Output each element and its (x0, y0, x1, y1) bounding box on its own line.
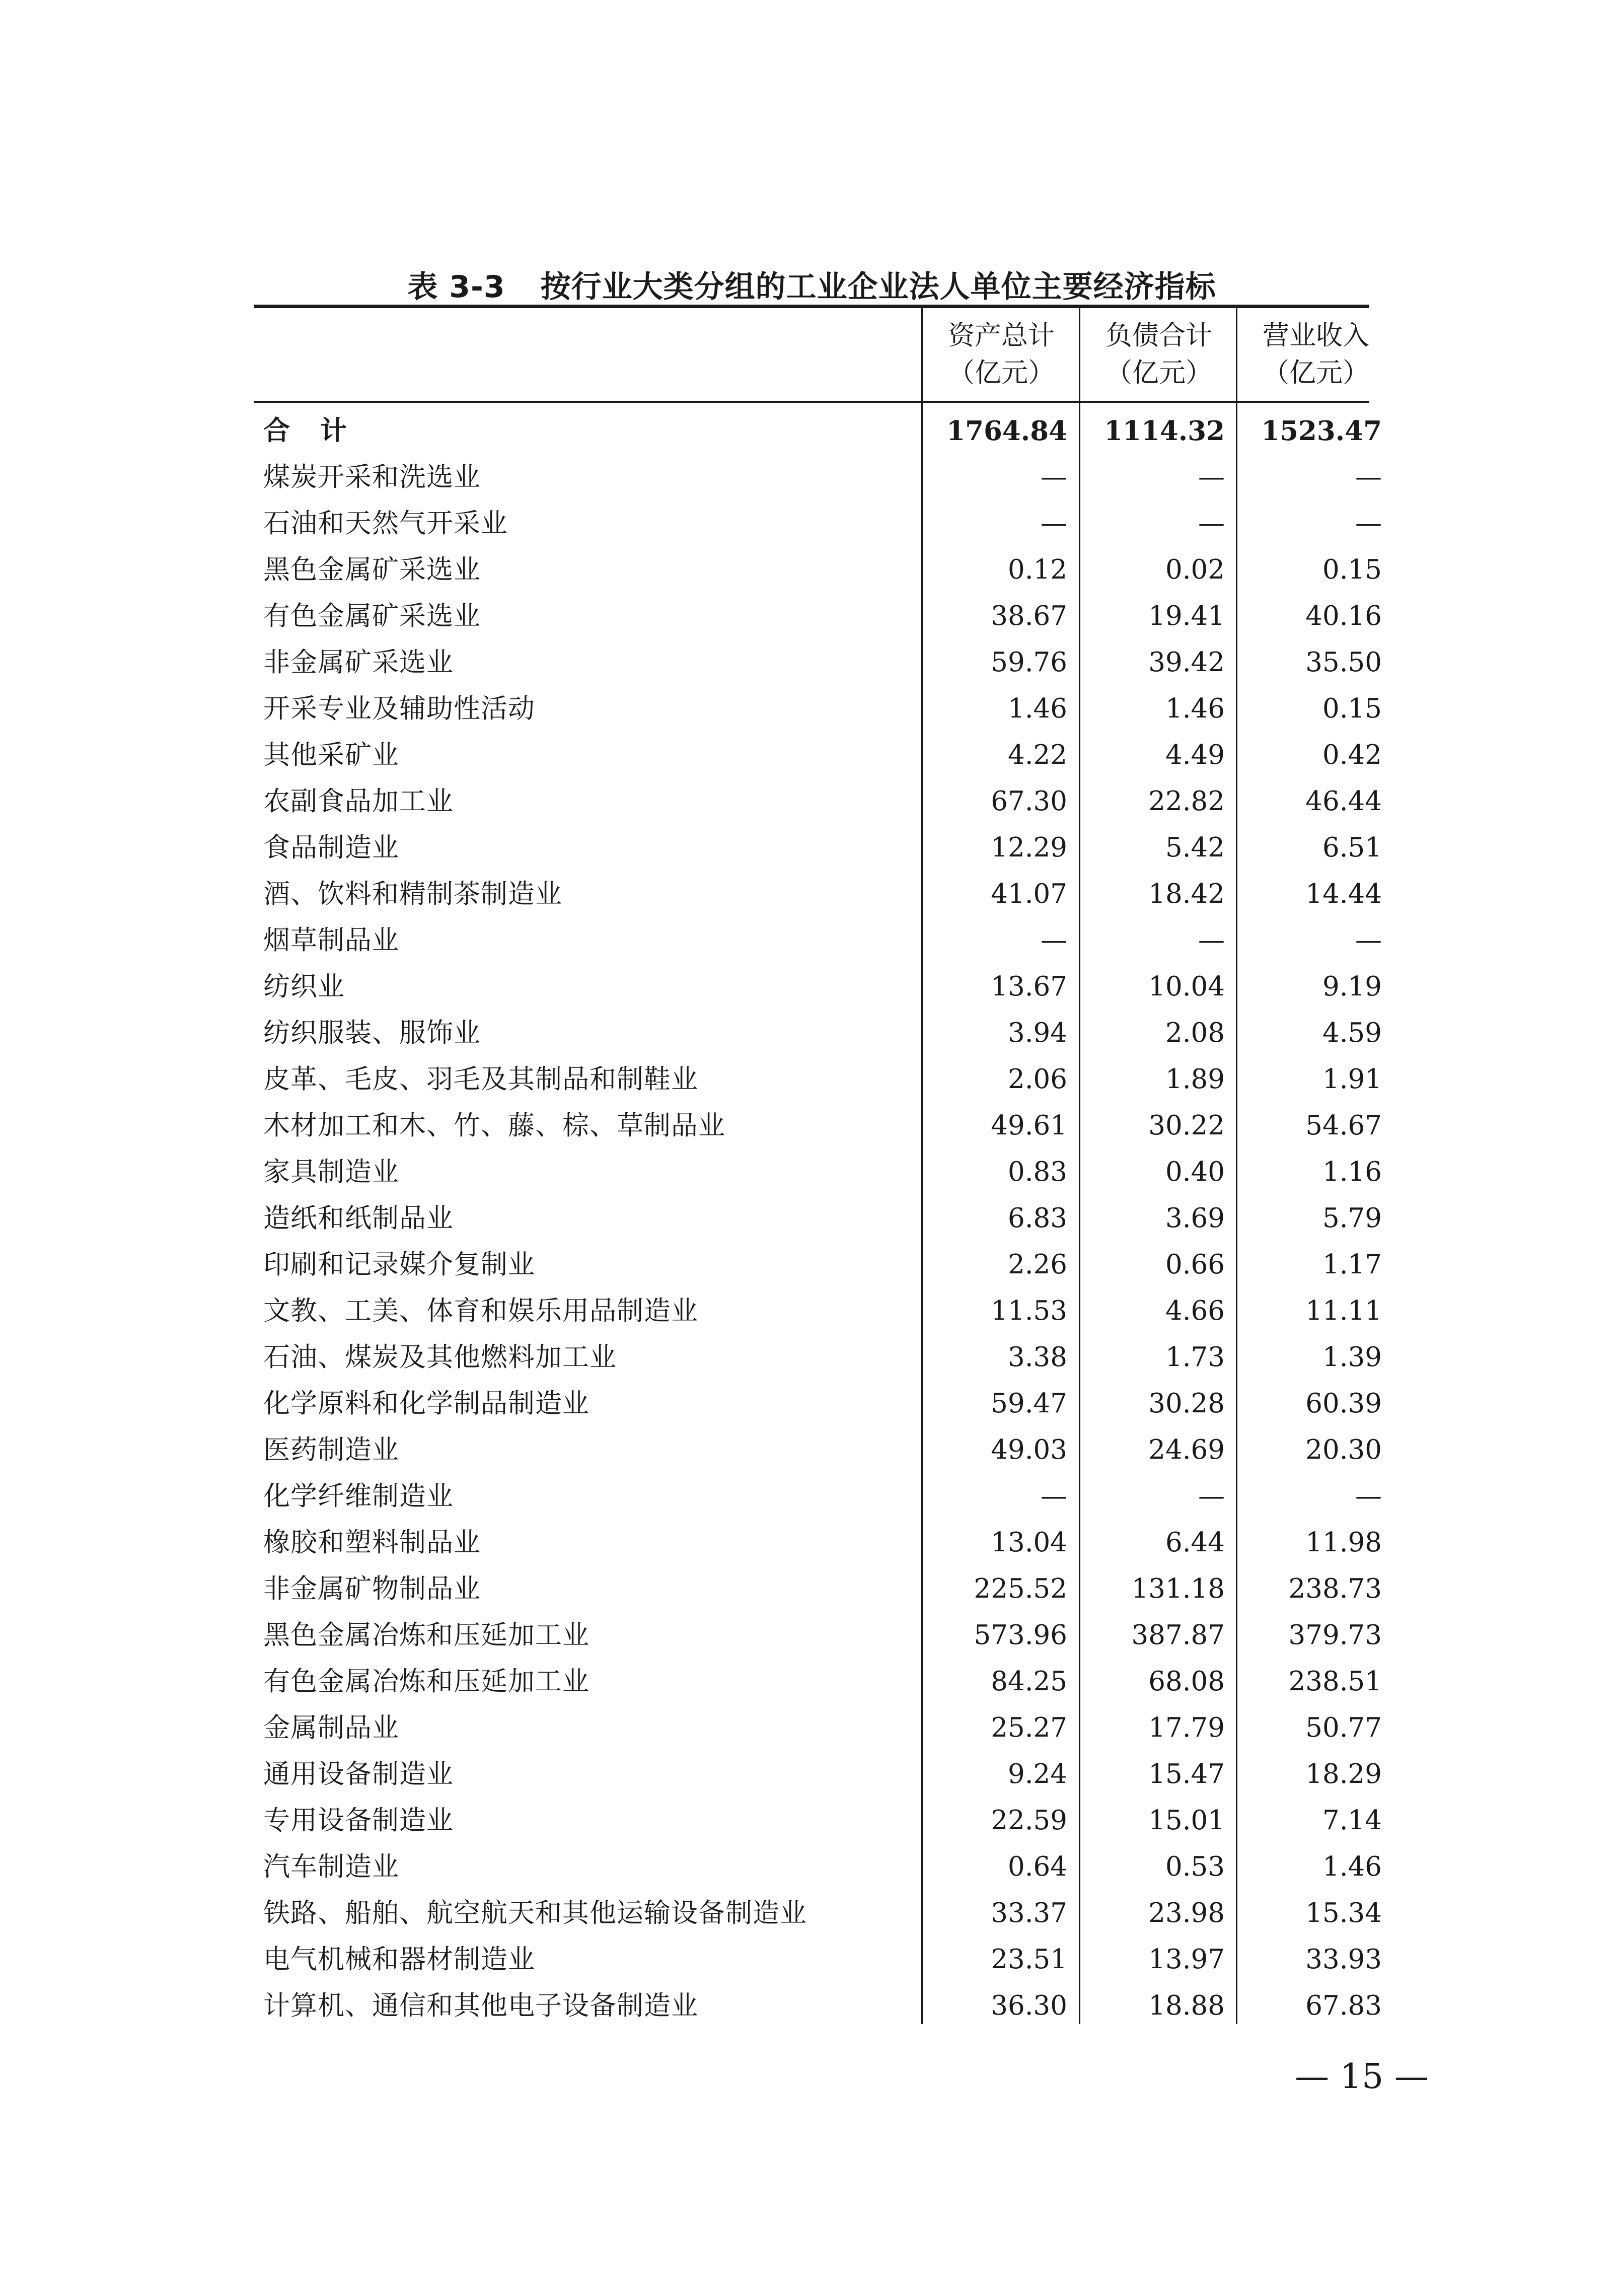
cell-total-assets: 9.24 (1007, 1759, 1067, 1789)
table-row (254, 1659, 1382, 1705)
cell-operating-revenue: 35.50 (1305, 647, 1382, 678)
cell-operating-revenue: 379.73 (1288, 1620, 1382, 1651)
page-number: — 15 — (1295, 2057, 1429, 2097)
cell-total-assets: 49.61 (991, 1110, 1067, 1141)
cell-total-assets: 13.04 (991, 1527, 1067, 1558)
row-label: 烟草制品业 (263, 925, 399, 956)
table-header-rule (254, 401, 1369, 403)
cell-total-liabilities: 18.88 (1148, 1990, 1225, 2021)
cell-operating-revenue: 238.73 (1288, 1573, 1382, 1604)
row-label: 石油和天然气开采业 (263, 508, 508, 539)
cell-operating-revenue: 0.15 (1322, 554, 1382, 585)
row-label: 文教、工美、体育和娱乐用品制造业 (263, 1296, 698, 1326)
table-row (254, 1798, 1382, 1844)
cell-total-assets: — (1041, 1481, 1067, 1512)
cell-total-liabilities: 23.98 (1148, 1898, 1225, 1928)
column-header-unit: （亿元） (1105, 357, 1212, 388)
cell-total-liabilities: 5.42 (1165, 832, 1225, 863)
cell-total-liabilities: 10.04 (1148, 971, 1225, 1002)
column-header-unit: （亿元） (948, 357, 1055, 388)
cell-total-liabilities: 15.01 (1148, 1805, 1225, 1836)
cell-operating-revenue: 54.67 (1305, 1110, 1382, 1141)
cell-total-liabilities: 30.28 (1148, 1388, 1225, 1419)
row-label: 食品制造业 (263, 832, 399, 863)
cell-total-assets: 41.07 (991, 879, 1067, 909)
cell-operating-revenue: 1.46 (1322, 1851, 1382, 1882)
row-label: 开采专业及辅助性活动 (263, 693, 535, 724)
cell-total-assets: 0.12 (1007, 554, 1067, 585)
row-label: 汽车制造业 (263, 1851, 399, 1882)
table-row (254, 593, 1382, 639)
cell-operating-revenue: 0.42 (1322, 740, 1382, 770)
cell-total-liabilities: 1.46 (1165, 693, 1225, 724)
cell-operating-revenue: — (1355, 1481, 1382, 1512)
row-label: 其他采矿业 (263, 740, 399, 770)
cell-operating-revenue: 46.44 (1305, 786, 1382, 817)
table-row (254, 1751, 1382, 1798)
cell-total-liabilities: 6.44 (1165, 1527, 1225, 1558)
row-label: 酒、饮料和精制茶制造业 (263, 879, 562, 909)
cell-total-liabilities: 0.02 (1165, 554, 1225, 585)
cell-total-assets: 2.26 (1007, 1249, 1067, 1280)
cell-operating-revenue: 15.34 (1305, 1898, 1382, 1928)
cell-total-liabilities: 13.97 (1148, 1944, 1225, 1975)
cell-total-assets: 1.46 (1007, 693, 1067, 724)
cell-total-liabilities: 387.87 (1131, 1620, 1225, 1651)
cell-operating-revenue: 40.16 (1305, 601, 1382, 631)
table-row (254, 778, 1382, 825)
row-label: 印刷和记录媒介复制业 (263, 1249, 535, 1280)
cell-total-assets: 22.59 (991, 1805, 1067, 1836)
cell-total-assets: 6.83 (1007, 1203, 1067, 1234)
table-row (254, 1890, 1382, 1936)
cell-total-liabilities: — (1198, 925, 1225, 956)
cell-total-liabilities: — (1198, 1481, 1225, 1512)
table-title (254, 259, 1369, 310)
row-label: 皮革、毛皮、羽毛及其制品和制鞋业 (263, 1064, 698, 1095)
cell-operating-revenue: 14.44 (1305, 879, 1382, 909)
cell-operating-revenue: 4.59 (1322, 1018, 1382, 1048)
cell-operating-revenue: 0.15 (1322, 693, 1382, 724)
table-body (254, 408, 1382, 2029)
cell-total-assets: 0.83 (1007, 1157, 1067, 1187)
cell-total-assets: 38.67 (991, 601, 1067, 631)
table-row (254, 1705, 1382, 1751)
cell-operating-revenue: 60.39 (1305, 1388, 1382, 1419)
column-header-name: 负债合计 (1105, 320, 1212, 351)
row-label: 电气机械和器材制造业 (263, 1944, 535, 1975)
cell-total-assets: 25.27 (991, 1712, 1067, 1743)
row-label: 纺织服装、服饰业 (263, 1018, 481, 1048)
table-row (254, 1103, 1382, 1149)
row-label: 黑色金属矿采选业 (263, 554, 481, 585)
row-label: 石油、煤炭及其他燃料加工业 (263, 1342, 617, 1373)
cell-total-assets: — (1041, 925, 1067, 956)
table-row (254, 1195, 1382, 1242)
cell-operating-revenue: 11.98 (1305, 1527, 1382, 1558)
cell-total-assets: 33.37 (991, 1898, 1067, 1928)
cell-total-assets: 1764.84 (946, 415, 1067, 447)
cell-operating-revenue: 9.19 (1322, 971, 1382, 1002)
cell-operating-revenue: 7.14 (1322, 1805, 1382, 1836)
column-header-operating-revenue (1237, 310, 1394, 399)
table-title-text: 按行业大类分组的工业企业法人单位主要经济指标 (540, 269, 1216, 305)
table-row (254, 964, 1382, 1010)
row-label: 计算机、通信和其他电子设备制造业 (263, 1990, 698, 2021)
cell-total-liabilities: 15.47 (1148, 1759, 1225, 1789)
table-row (254, 454, 1382, 500)
cell-total-liabilities: 68.08 (1148, 1666, 1225, 1697)
table-row (254, 1520, 1382, 1566)
table-row (254, 732, 1382, 778)
table-row (254, 1149, 1382, 1195)
cell-total-liabilities: — (1198, 462, 1225, 492)
table-row (254, 500, 1382, 547)
cell-total-assets: 59.47 (991, 1388, 1067, 1419)
cell-operating-revenue: 20.30 (1305, 1434, 1382, 1465)
row-label: 黑色金属冶炼和压延加工业 (263, 1620, 589, 1651)
table-row (254, 1983, 1382, 2029)
cell-total-liabilities: 0.40 (1165, 1157, 1225, 1187)
cell-total-assets: 59.76 (991, 647, 1067, 678)
cell-total-assets: 11.53 (991, 1296, 1067, 1326)
cell-total-liabilities: 17.79 (1148, 1712, 1225, 1743)
column-header-name: 资产总计 (948, 320, 1055, 351)
cell-total-liabilities: — (1198, 508, 1225, 539)
table-row (254, 686, 1382, 732)
cell-total-assets: 0.64 (1007, 1851, 1067, 1882)
cell-total-assets: 49.03 (991, 1434, 1067, 1465)
row-label: 专用设备制造业 (263, 1805, 454, 1836)
column-header-total-assets (923, 310, 1080, 399)
cell-operating-revenue: 1.91 (1322, 1064, 1382, 1095)
cell-operating-revenue: — (1355, 508, 1382, 539)
cell-total-liabilities: 4.49 (1165, 740, 1225, 770)
cell-total-assets: 3.94 (1007, 1018, 1067, 1048)
table-row (254, 547, 1382, 593)
row-label: 医药制造业 (263, 1434, 399, 1465)
column-header-unit: （亿元） (1263, 357, 1369, 388)
cell-total-assets: 36.30 (991, 1990, 1067, 2021)
column-header-total-liabilities (1080, 310, 1237, 399)
row-label: 通用设备制造业 (263, 1759, 454, 1789)
cell-total-liabilities: 0.66 (1165, 1249, 1225, 1280)
row-label: 家具制造业 (263, 1157, 399, 1187)
cell-operating-revenue: 11.11 (1305, 1296, 1382, 1326)
cell-operating-revenue: 1.16 (1322, 1157, 1382, 1187)
cell-total-liabilities: 19.41 (1148, 601, 1225, 631)
cell-operating-revenue: — (1355, 462, 1382, 492)
cell-operating-revenue: 1.39 (1322, 1342, 1382, 1373)
row-label: 化学原料和化学制品制造业 (263, 1388, 589, 1419)
cell-operating-revenue: 5.79 (1322, 1203, 1382, 1234)
cell-total-liabilities: 1.89 (1165, 1064, 1225, 1095)
row-label: 木材加工和木、竹、藤、棕、草制品业 (263, 1110, 725, 1141)
cell-total-assets: 23.51 (991, 1944, 1067, 1975)
table-row (254, 1427, 1382, 1473)
row-label: 有色金属矿采选业 (263, 601, 481, 631)
row-label: 非金属矿物制品业 (263, 1573, 481, 1604)
row-label: 纺织业 (263, 971, 345, 1002)
table-row (254, 1566, 1382, 1612)
cell-operating-revenue: 1.17 (1322, 1249, 1382, 1280)
row-label: 有色金属冶炼和压延加工业 (263, 1666, 589, 1697)
table-row (254, 871, 1382, 917)
table-row (254, 917, 1382, 964)
cell-total-liabilities: 0.53 (1165, 1851, 1225, 1882)
row-label: 非金属矿采选业 (263, 647, 454, 678)
row-label: 化学纤维制造业 (263, 1481, 454, 1512)
cell-operating-revenue: 18.29 (1305, 1759, 1382, 1789)
table-number: 表 3-3 (407, 269, 505, 305)
table-row (254, 1056, 1382, 1103)
cell-total-assets: 84.25 (991, 1666, 1067, 1697)
cell-operating-revenue: — (1355, 925, 1382, 956)
row-label: 煤炭开采和洗选业 (263, 462, 481, 492)
row-label: 合计 (263, 415, 377, 446)
table-row (254, 1381, 1382, 1427)
cell-operating-revenue: 67.83 (1305, 1990, 1382, 2021)
table-row (254, 1010, 1382, 1056)
cell-total-assets: 4.22 (1007, 740, 1067, 770)
table-row-total (254, 408, 1382, 454)
cell-operating-revenue: 50.77 (1305, 1712, 1382, 1743)
table-row (254, 825, 1382, 871)
cell-operating-revenue: 238.51 (1288, 1666, 1382, 1697)
table-row (254, 1242, 1382, 1288)
cell-total-liabilities: 30.22 (1148, 1110, 1225, 1141)
cell-total-assets: 13.67 (991, 971, 1067, 1002)
cell-total-liabilities: 131.18 (1131, 1573, 1225, 1604)
cell-operating-revenue: 6.51 (1322, 832, 1382, 863)
cell-total-liabilities: 22.82 (1148, 786, 1225, 817)
cell-total-assets: — (1041, 508, 1067, 539)
cell-total-assets: 2.06 (1007, 1064, 1067, 1095)
cell-operating-revenue: 1523.47 (1261, 415, 1382, 447)
row-label: 橡胶和塑料制品业 (263, 1527, 481, 1558)
table-row (254, 1473, 1382, 1520)
cell-total-liabilities: 1.73 (1165, 1342, 1225, 1373)
cell-total-liabilities: 3.69 (1165, 1203, 1225, 1234)
table-row (254, 1288, 1382, 1334)
table-row (254, 639, 1382, 686)
cell-total-liabilities: 24.69 (1148, 1434, 1225, 1465)
table-row (254, 1334, 1382, 1381)
table-row (254, 1612, 1382, 1659)
cell-operating-revenue: 33.93 (1305, 1944, 1382, 1975)
cell-total-assets: 573.96 (974, 1620, 1067, 1651)
cell-total-liabilities: 1114.32 (1104, 415, 1225, 447)
table-row (254, 1936, 1382, 1983)
row-label: 铁路、船舶、航空航天和其他运输设备制造业 (263, 1898, 807, 1928)
cell-total-assets: — (1041, 462, 1067, 492)
cell-total-liabilities: 39.42 (1148, 647, 1225, 678)
cell-total-assets: 67.30 (991, 786, 1067, 817)
row-label: 农副食品加工业 (263, 786, 454, 817)
table-row (254, 1844, 1382, 1890)
cell-total-liabilities: 4.66 (1165, 1296, 1225, 1326)
cell-total-liabilities: 18.42 (1148, 879, 1225, 909)
cell-total-assets: 12.29 (991, 832, 1067, 863)
cell-total-liabilities: 2.08 (1165, 1018, 1225, 1048)
row-label: 金属制品业 (263, 1712, 399, 1743)
column-header-name: 营业收入 (1263, 320, 1369, 351)
table-top-rule (254, 305, 1369, 308)
cell-total-assets: 225.52 (974, 1573, 1067, 1604)
row-label: 造纸和纸制品业 (263, 1203, 454, 1234)
cell-total-assets: 3.38 (1007, 1342, 1067, 1373)
